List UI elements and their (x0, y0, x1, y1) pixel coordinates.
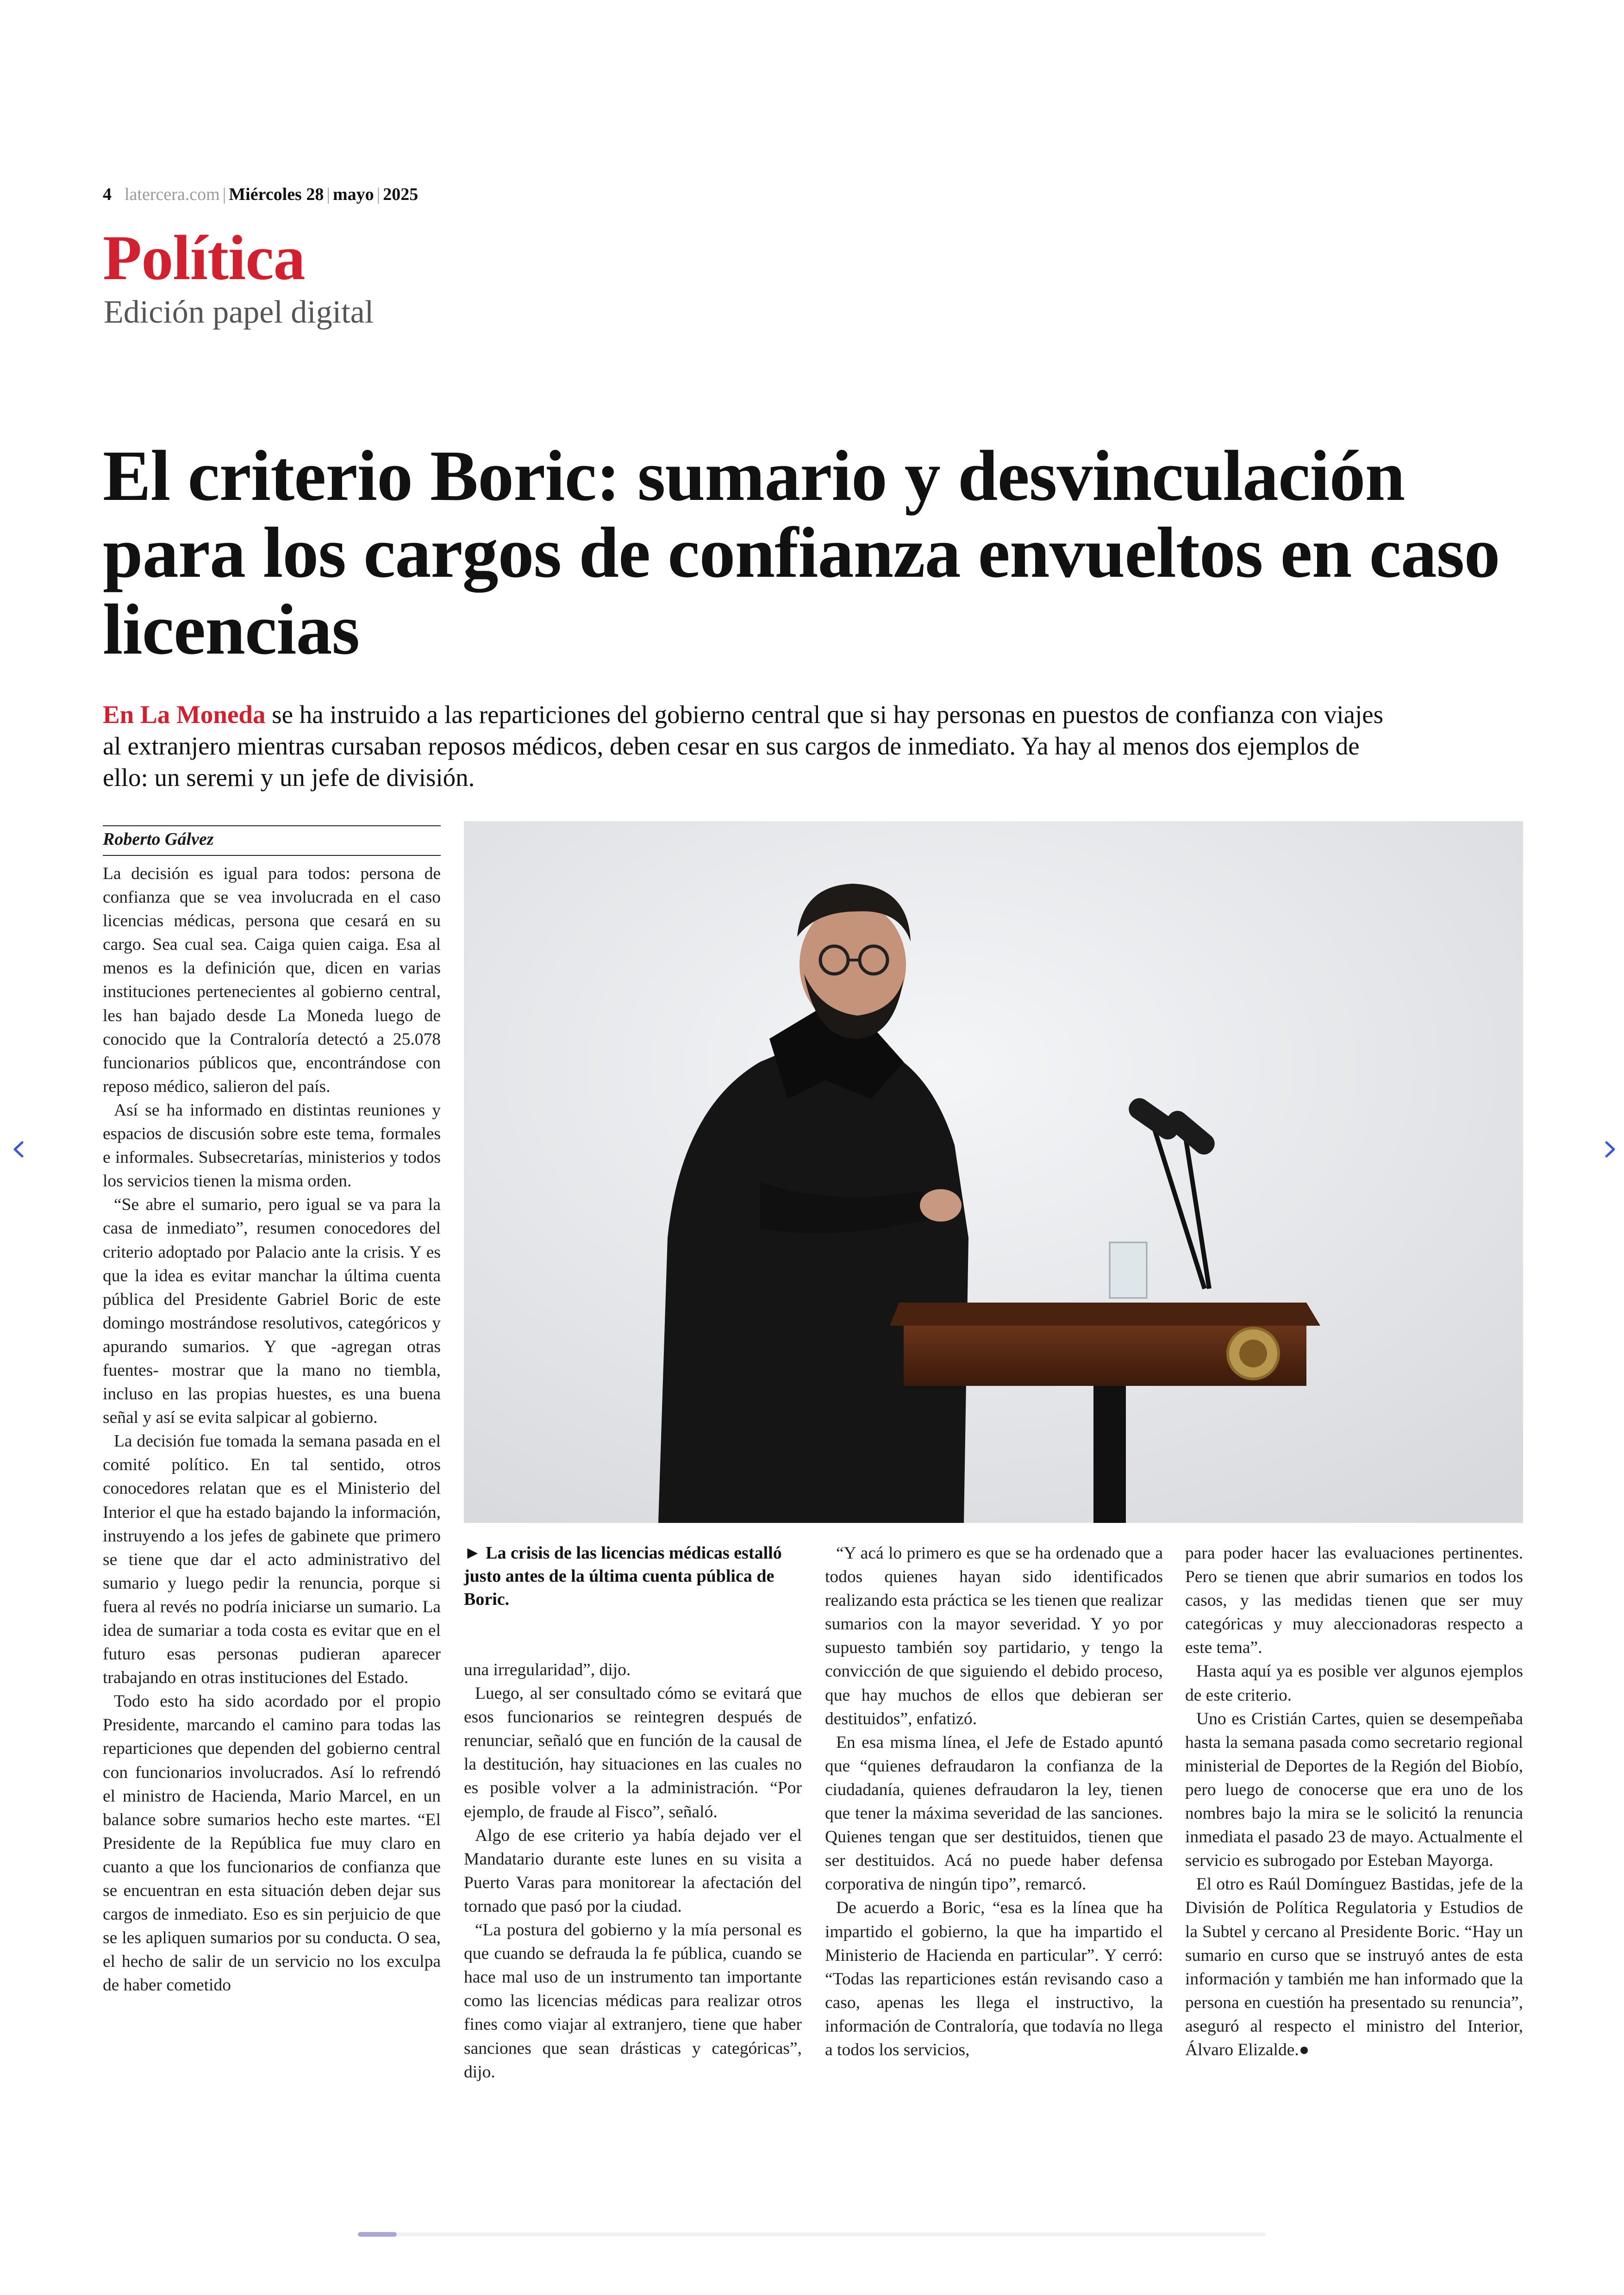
photo-illustration (464, 821, 1523, 1523)
byline: Roberto Gálvez (103, 825, 441, 856)
section-title: Política (103, 222, 305, 293)
paragraph: Hasta aquí ya es posible ver algunos ejemplos de este criterio. (1185, 1662, 1523, 1705)
page-scrollbar-thumb[interactable] (358, 2232, 397, 2237)
paragraph: Algo de ese criterio ya había dejado ver el Mandatario durante este lunes en su visita a Puerto Varas para monitorear la afectación del tornado que pasó por la ciudad. (464, 1826, 802, 1916)
paragraph: Todo esto ha sido acordado por el propio Presidente, marcando el camino para todas las reparticiones que dependen del gobierno central con funcionarios involucrados. Así lo refrendó el ministro de Hacienda, Mario Marcel, en un balance sobre sumarios hecho este martes. “El Presidente de la República fue muy claro en cuanto a que los funcionarios de confianza que se encuentran en esta situación deben dejar sus cargos de inmediato. Eso es sin perjuicio de que se les apliquen sumarios por su conducta. O sea, el hecho de salir de un servicio no los exculpa de haber cometido (103, 1692, 441, 1995)
paragraph: Uno es Cristián Cartes, quien se desempeñaba hasta la semana pasada como secretario regional ministerial de Deportes de la Región del Biobío, pero luego de conocerse que era uno de los nombres bajo la mira se le solicitó la renuncia inmediata el pasado 23 de mayo. Actualmente el servicio es subrogado por Esteban Mayorga. (1185, 1709, 1523, 1871)
article-headline: El criterio Boric: sumario y desvinculación para los cargos de confianza envueltos en caso licencias (103, 436, 1500, 669)
folio-line: 4 latercera.com | Miércoles 28 | mayo | 2025 (103, 185, 418, 204)
page-scrollbar-track[interactable] (358, 2233, 1266, 2236)
text-column-2 (464, 1658, 802, 2084)
chevron-left-icon (3, 1133, 35, 1166)
site-name[interactable]: latercera.com (125, 185, 220, 204)
photo-caption: ► La crisis de las licencias médicas estalló justo antes de la última cuenta pública de Boric. (464, 1543, 782, 1609)
issue-year: 2025 (383, 185, 418, 204)
paragraph: De acuerdo a Boric, “esa es la línea que ha impartido el gobierno, la que ha impartido el Ministerio de Hacienda en particular”. Y cerró: “Todas las reparticiones están revisando caso a caso, apenas les llega el instructivo, la información de Contraloría, que todavía no llega a todos los servicios, (825, 1898, 1163, 2059)
next-page-button[interactable] (1593, 1133, 1624, 1166)
paragraph: La decisión es igual para todos: persona de confianza que se vea involucrada en el caso licencias médicas, persona que cesará en su cargo. Sea cual sea. Caiga quien caiga. Esa al menos es la definición que, dicen en varias instituciones pertenecientes al gobierno central, les han bajado desde La Moneda luego de conocido que la Contraloría detectó a 25.078 funcionarios públicos que, encontrándose con reposo médico, salieron del país. (103, 864, 441, 1096)
text-column-1 (103, 862, 441, 1997)
chevron-right-icon (1593, 1133, 1624, 1166)
text-column-3 (825, 1541, 1163, 2062)
previous-page-button[interactable] (3, 1133, 35, 1166)
issue-day: Miércoles 28 (229, 185, 324, 204)
paragraph: una irregularidad”, dijo. (464, 1660, 631, 1679)
paragraph: “La postura del gobierno y la mía personal es que cuando se defrauda la fe pública, cuando se hace mal uso de un instrumento tan importante como las licencias médicas para realizar otros fines como viajar al extranjero, tiene que haber sanciones que sean drásticas y categóricas”, dijo. (464, 1921, 802, 2082)
paragraph: “Se abre el sumario, pero igual se va para la casa de inmediato”, resumen conocedores del criterio adoptado por Palacio ante la crisis. Y es que la idea es evitar manchar la última cuenta pública del Presidente Gabriel Boric de este domingo mostrándose resolutivos, categóricos y apurando sumarios. Y que -agregan otras fuentes- mostrar que la mano no tiembla, incluso en las propias huestes, es una buena señal y así se evita salpicar al gobierno. (103, 1195, 441, 1428)
lead-text: se ha instruido a las reparticiones del gobierno central que si hay personas en puestos de confianza con viajes al extranjero mientras cursaban reposos médicos, deben cesar en sus cargos de inmediato. Ya hay al menos dos ejemplos de ello: un seremi y un jefe de división. (103, 700, 1384, 792)
article-lead (103, 699, 1394, 793)
page-number: 4 (103, 185, 112, 204)
paragraph: para poder hacer las evaluaciones pertinentes. Pero se tienen que abrir sumarios en todos los casos, y las medidas tienen que ser muy categóricas y muy aleccionadoras respecto a este tema”. (1185, 1544, 1523, 1658)
article-photo (464, 821, 1523, 1523)
edition-label: Edición papel digital (104, 294, 374, 330)
paragraph: El otro es Raúl Domínguez Bastidas, jefe de la División de Política Regulatoria y Estudios de la Subtel y cercano al Presidente Boric. “Hay un sumario en curso que se instruyó antes de esta información y también me han informado que la persona en cuestión ha presentado su renuncia”, aseguró al respecto el ministro del Interior, Álvaro Elizalde.● (1185, 1875, 1523, 2059)
issue-month: mayo (332, 185, 374, 204)
lead-kicker: En La Moneda (103, 700, 266, 729)
paragraph: “Y acá lo primero es que se ha ordenado que a todos quienes hayan sido identificados realizando esta práctica se les tienen que realizar sumarios con la mayor severidad. Y yo por supuesto también soy partidario, y tengo la convicción de que siguiendo el debido proceso, que hay muchos de ellos que debieran ser destituidos”, enfatizó. (825, 1544, 1163, 1728)
paragraph: La decisión fue tomada la semana pasada en el comité político. En tal sentido, otros conocedores relatan que es el Ministerio del Interior el que ha estado bajando la información, instruyendo a los jefes de gabinete que primero se tiene que dar el acto administrativo del sumario y luego pedir la renuncia, porque si fuera al revés no podría iniciarse un sumario. La idea de sumariar a toda costa es evitar que en el futuro esas personas pudieran aparecer trabajando en otras instituciones del Estado. (103, 1432, 441, 1688)
paragraph: En esa misma línea, el Jefe de Estado apuntó que “quienes defraudaron la confianza de la ciudadanía, quienes defraudaron la ley, tienen que tener la máxima severidad de las sanciones. Quienes tengan que ser destituidos, tienen que ser destituidos. Acá no puede haber defensa corporativa de ningún tipo”, remarcó. (825, 1733, 1163, 1894)
paragraph: Luego, al ser consultado cómo se evitará que esos funcionarios se reintegren después de renunciar, señaló que en función de la causal de la destitución, hay situaciones en las cuales no es posible volver a la administración. “Por ejemplo, de fraude al Fisco”, señaló. (464, 1684, 802, 1821)
text-column-4 (1185, 1541, 1523, 2062)
paragraph: Así se ha informado en distintas reuniones y espacios de discusión sobre este tema, formales e informales. Subsecretarías, ministerios y todos los servicios tienen la misma orden. (103, 1100, 441, 1191)
